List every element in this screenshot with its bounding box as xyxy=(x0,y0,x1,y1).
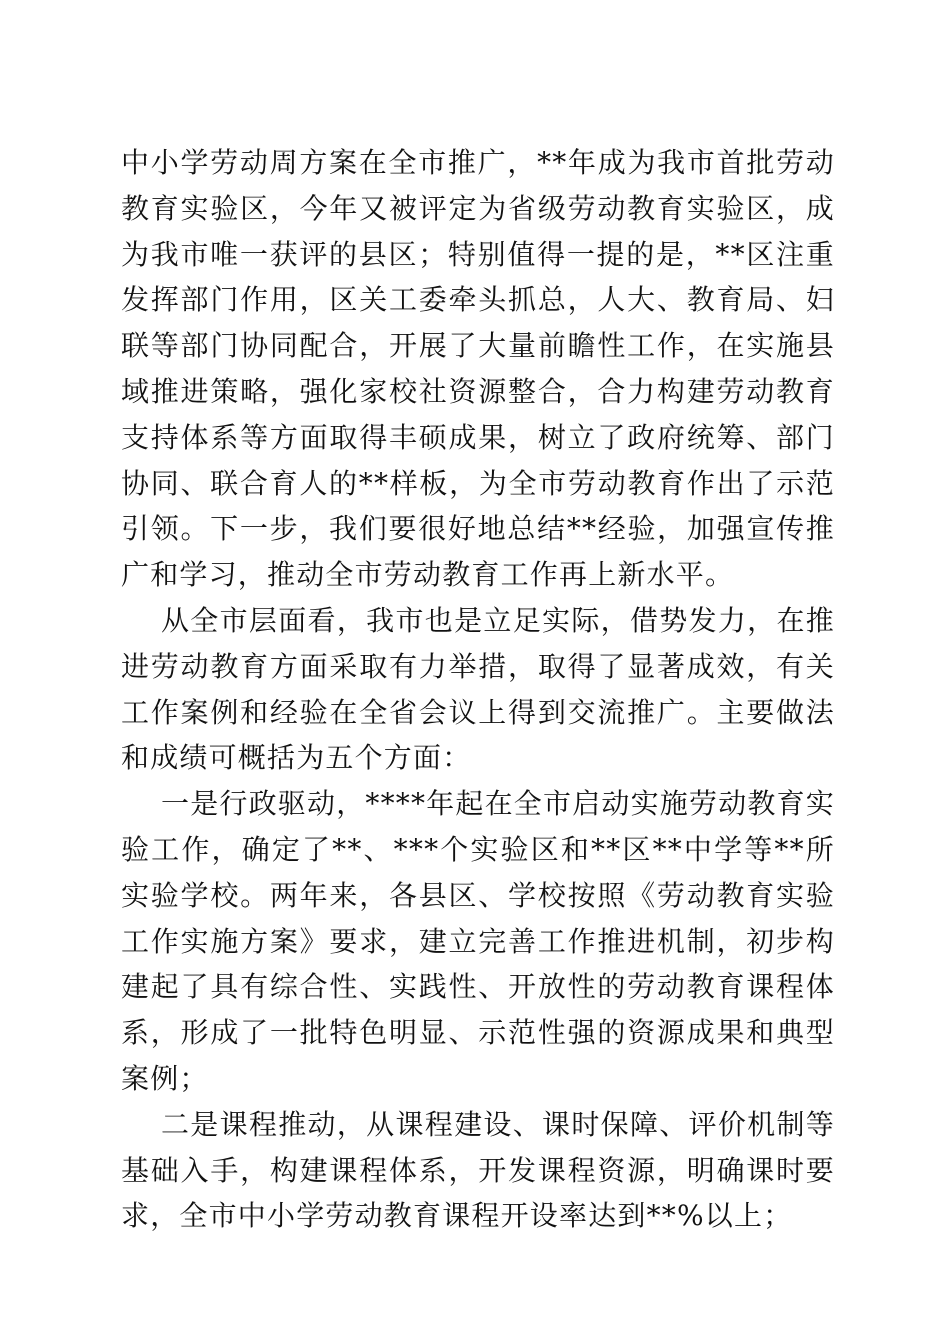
paragraph-citywide-overview: 从全市层面看，我市也是立足实际，借势发力，在推进劳动教育方面采取有力举措，取得了显著成效，有关工作案例和经验在全省会议上得到交流推广。主要做法和成绩可概括为五个方面： xyxy=(121,603,835,775)
document-body xyxy=(121,140,835,1239)
paragraph-administrative-drive: 一是行政驱动，****年起在全市启动实施劳动教育实验工作，确定了**、***个实验区和**区**中学等**所实验学校。两年来，各县区、学校按照《劳动教育实验工作实施方案》要求，建立完善工作推进机制，初步构建起了具有综合性、实践性、开放性的劳动教育课程体系，形成了一批特色明显、示范性强的资源成果和典型案例； xyxy=(121,787,836,1095)
paragraph-continuation: 中小学劳动周方案在全市推广，**年成为我市首批劳动教育实验区，今年又被评定为省级劳动教育实验区，成为我市唯一获评的县区；特别值得一提的是，**区注重发挥部门作用，区关工委牵头抓总，人大、教育局、妇联等部门协同配合，开展了大量前瞻性工作，在实施县域推进策略，强化家校社资源整合，合力构建劳动教育支持体系等方面取得丰硕成果，树立了政府统筹、部门协同、联合育人的**样板，为全市劳动教育作出了示范引领。下一步，我们要很好地总结**经验，加强宣传推广和学习，推动全市劳动教育工作再上新水平。 xyxy=(121,146,835,592)
paragraph-curriculum-drive: 二是课程推动，从课程建设、课时保障、评价机制等基础入手，构建课程体系，开发课程资源，明确课时要求，全市中小学劳动教育课程开设率达到**%以上； xyxy=(121,1107,835,1233)
